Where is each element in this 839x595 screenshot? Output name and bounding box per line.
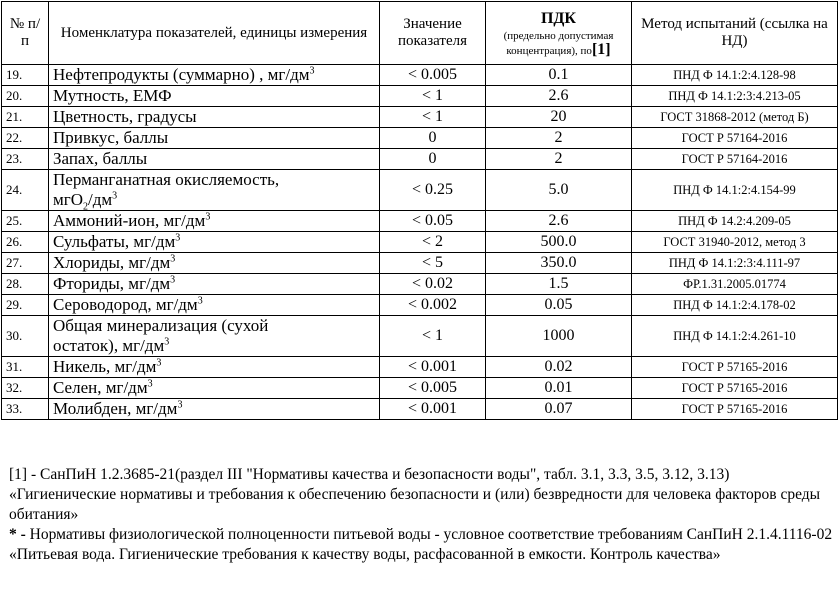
row-pdk: 20 xyxy=(486,107,632,128)
table-row xyxy=(2,274,838,295)
results-table xyxy=(1,1,838,420)
row-pdk: 0.07 xyxy=(486,399,632,420)
header-name: Номенклатура показателей, единицы измерения xyxy=(49,2,380,65)
row-pdk: 0.05 xyxy=(486,295,632,316)
indicator-name-text: Привкус, баллы xyxy=(53,128,169,147)
indicator-name-line2: остаток), мг/дм xyxy=(53,336,165,355)
row-value: < 0.005 xyxy=(380,378,486,399)
indicator-name-text: Общая минерализация (сухой xyxy=(53,316,269,335)
row-indicator-name xyxy=(49,149,380,170)
row-number: 21. xyxy=(2,107,49,128)
row-value: < 2 xyxy=(380,232,486,253)
footnote-2 xyxy=(9,525,833,565)
row-number: 30. xyxy=(2,316,49,357)
footnote-2-text: Нормативы физиологической полноценности питьевой воды - условное соответствие требованиям СанПиН 2.1.4.1116-02 «Питьевая вода. Гигиенические требования к качеству воды, расфасованной в емкости. Контроль качества» xyxy=(9,526,833,563)
row-value: 0 xyxy=(380,128,486,149)
row-number: 23. xyxy=(2,149,49,170)
header-value: Значение показателя xyxy=(380,2,486,65)
table-row xyxy=(2,316,838,357)
indicator-name-line2: мгО xyxy=(53,190,84,209)
table-row xyxy=(2,399,838,420)
row-method: ПНД Ф 14.1:2:4.261-10 xyxy=(632,316,838,357)
row-method: ГОСТ Р 57164-2016 xyxy=(632,128,838,149)
pdk-subtitle xyxy=(490,29,627,58)
unit-subscript: 2 xyxy=(83,201,89,213)
indicator-name-text: Цветность, градусы xyxy=(53,107,197,126)
header-method: Метод испытаний (ссылка на НД) xyxy=(632,2,838,65)
footnote-2-mark: * - xyxy=(9,526,30,543)
row-indicator-name xyxy=(49,86,380,107)
indicator-name-text: Никель, мг/дм xyxy=(53,357,157,376)
table-row xyxy=(2,65,838,86)
row-pdk: 2.6 xyxy=(486,86,632,107)
row-value: < 0.001 xyxy=(380,357,486,378)
table-row xyxy=(2,232,838,253)
row-indicator-name xyxy=(49,253,380,274)
row-value: 0 xyxy=(380,149,486,170)
unit-superscript: 3 xyxy=(170,274,176,286)
row-method: ГОСТ Р 57165-2016 xyxy=(632,399,838,420)
table-row xyxy=(2,86,838,107)
row-method: ГОСТ Р 57165-2016 xyxy=(632,357,838,378)
row-number: 33. xyxy=(2,399,49,420)
row-value: < 0.05 xyxy=(380,211,486,232)
row-pdk: 0.1 xyxy=(486,65,632,86)
row-number: 28. xyxy=(2,274,49,295)
unit-superscript: 3 xyxy=(170,253,176,265)
unit-superscript: 3 xyxy=(177,399,183,411)
table-row xyxy=(2,107,838,128)
footnotes xyxy=(9,465,833,565)
row-pdk: 2 xyxy=(486,149,632,170)
row-number: 22. xyxy=(2,128,49,149)
row-method: ГОСТ 31868-2012 (метод Б) xyxy=(632,107,838,128)
row-indicator-name xyxy=(49,107,380,128)
row-number: 27. xyxy=(2,253,49,274)
row-value: < 1 xyxy=(380,316,486,357)
footnote-1-text: СанПиН 1.2.3685-21(раздел III "Нормативы качества и безопасности воды", табл. 3.1, 3.3, 3.5, 3.12, 3.13) «Гигиенические нормативы и требования к обеспечению безопасности и (или) безвредности для человека факторов среды обитания» xyxy=(9,466,821,523)
row-value: < 0.25 xyxy=(380,170,486,211)
indicator-name-text: Запах, баллы xyxy=(53,149,148,168)
row-indicator-name xyxy=(49,211,380,232)
indicator-name-text: Фториды, мг/дм xyxy=(53,274,171,293)
unit-superscript: 3 xyxy=(164,336,170,348)
row-indicator-name xyxy=(49,357,380,378)
row-indicator-name xyxy=(49,170,380,211)
row-pdk: 0.01 xyxy=(486,378,632,399)
row-value: < 1 xyxy=(380,86,486,107)
row-number: 24. xyxy=(2,170,49,211)
row-pdk: 500.0 xyxy=(486,232,632,253)
unit-superscript: 3 xyxy=(175,232,181,244)
unit-superscript: 3 xyxy=(309,65,315,77)
row-pdk: 1.5 xyxy=(486,274,632,295)
indicator-name-text: Аммоний-ион, мг/дм xyxy=(53,211,206,230)
row-number: 26. xyxy=(2,232,49,253)
row-method: ПНД Ф 14.1:2:4.178-02 xyxy=(632,295,838,316)
row-method: ФР.1.31.2005.01774 xyxy=(632,274,838,295)
pdk-title: ПДК xyxy=(540,9,577,27)
row-indicator-name xyxy=(49,399,380,420)
pdk-subtitle-text: (предельно допустимая концентрация), по xyxy=(503,29,614,57)
unit-superscript: 3 xyxy=(112,190,118,202)
table-row xyxy=(2,295,838,316)
unit-superscript: 3 xyxy=(197,295,203,307)
table-row xyxy=(2,128,838,149)
indicator-name-text: Хлориды, мг/дм xyxy=(53,253,171,272)
indicator-name-text: Молибден, мг/дм xyxy=(53,399,178,418)
row-method: ГОСТ Р 57165-2016 xyxy=(632,378,838,399)
row-value: < 5 xyxy=(380,253,486,274)
table-row xyxy=(2,211,838,232)
row-value: < 1 xyxy=(380,107,486,128)
table-row xyxy=(2,170,838,211)
row-pdk: 2 xyxy=(486,128,632,149)
unit-superscript: 3 xyxy=(147,378,153,390)
indicator-name-line2-unit: /дм xyxy=(88,190,113,209)
row-number: 32. xyxy=(2,378,49,399)
row-value: < 0.001 xyxy=(380,399,486,420)
row-pdk: 1000 xyxy=(486,316,632,357)
row-method: ГОСТ Р 57164-2016 xyxy=(632,149,838,170)
row-number: 20. xyxy=(2,86,49,107)
row-number: 29. xyxy=(2,295,49,316)
row-pdk: 2.6 xyxy=(486,211,632,232)
header-pdk xyxy=(486,2,632,65)
indicator-name-text: Мутность, ЕМФ xyxy=(53,86,172,105)
row-number: 25. xyxy=(2,211,49,232)
row-indicator-name xyxy=(49,316,380,357)
footnote-1 xyxy=(9,465,833,525)
unit-superscript: 3 xyxy=(205,211,211,223)
footnote-1-ref: [1] - xyxy=(9,466,40,483)
row-value: < 0.02 xyxy=(380,274,486,295)
row-number: 19. xyxy=(2,65,49,86)
row-indicator-name xyxy=(49,232,380,253)
row-indicator-name xyxy=(49,274,380,295)
unit-superscript: 3 xyxy=(156,357,162,369)
table-header-row xyxy=(2,2,838,65)
indicator-name-text: Перманганатная окисляемость, xyxy=(53,170,280,189)
header-num: № п/п xyxy=(2,2,49,65)
row-pdk: 350.0 xyxy=(486,253,632,274)
table-row xyxy=(2,149,838,170)
indicator-name-text: Сероводород, мг/дм xyxy=(53,295,198,314)
table-row xyxy=(2,357,838,378)
indicator-name-text: Нефтепродукты (суммарно) , мг/дм xyxy=(53,65,310,84)
indicator-name-text: Сульфаты, мг/дм xyxy=(53,232,176,251)
row-indicator-name xyxy=(49,65,380,86)
row-method: ПНД Ф 14.1:2:4.128-98 xyxy=(632,65,838,86)
row-value: < 0.005 xyxy=(380,65,486,86)
row-value: < 0.002 xyxy=(380,295,486,316)
row-method: ПНД Ф 14.1:2:3:4.213-05 xyxy=(632,86,838,107)
row-method: ГОСТ 31940-2012, метод 3 xyxy=(632,232,838,253)
indicator-name-text: Селен, мг/дм xyxy=(53,378,148,397)
row-indicator-name xyxy=(49,128,380,149)
table-row xyxy=(2,253,838,274)
row-method: ПНД Ф 14.1:2:3:4.111-97 xyxy=(632,253,838,274)
row-indicator-name xyxy=(49,378,380,399)
table-body xyxy=(2,65,838,420)
row-method: ПНД Ф 14.1:2:4.154-99 xyxy=(632,170,838,211)
row-method: ПНД Ф 14.2:4.209-05 xyxy=(632,211,838,232)
row-pdk: 5.0 xyxy=(486,170,632,211)
row-indicator-name xyxy=(49,295,380,316)
pdk-reference: [1] xyxy=(591,40,611,58)
table-row xyxy=(2,378,838,399)
row-number: 31. xyxy=(2,357,49,378)
row-pdk: 0.02 xyxy=(486,357,632,378)
